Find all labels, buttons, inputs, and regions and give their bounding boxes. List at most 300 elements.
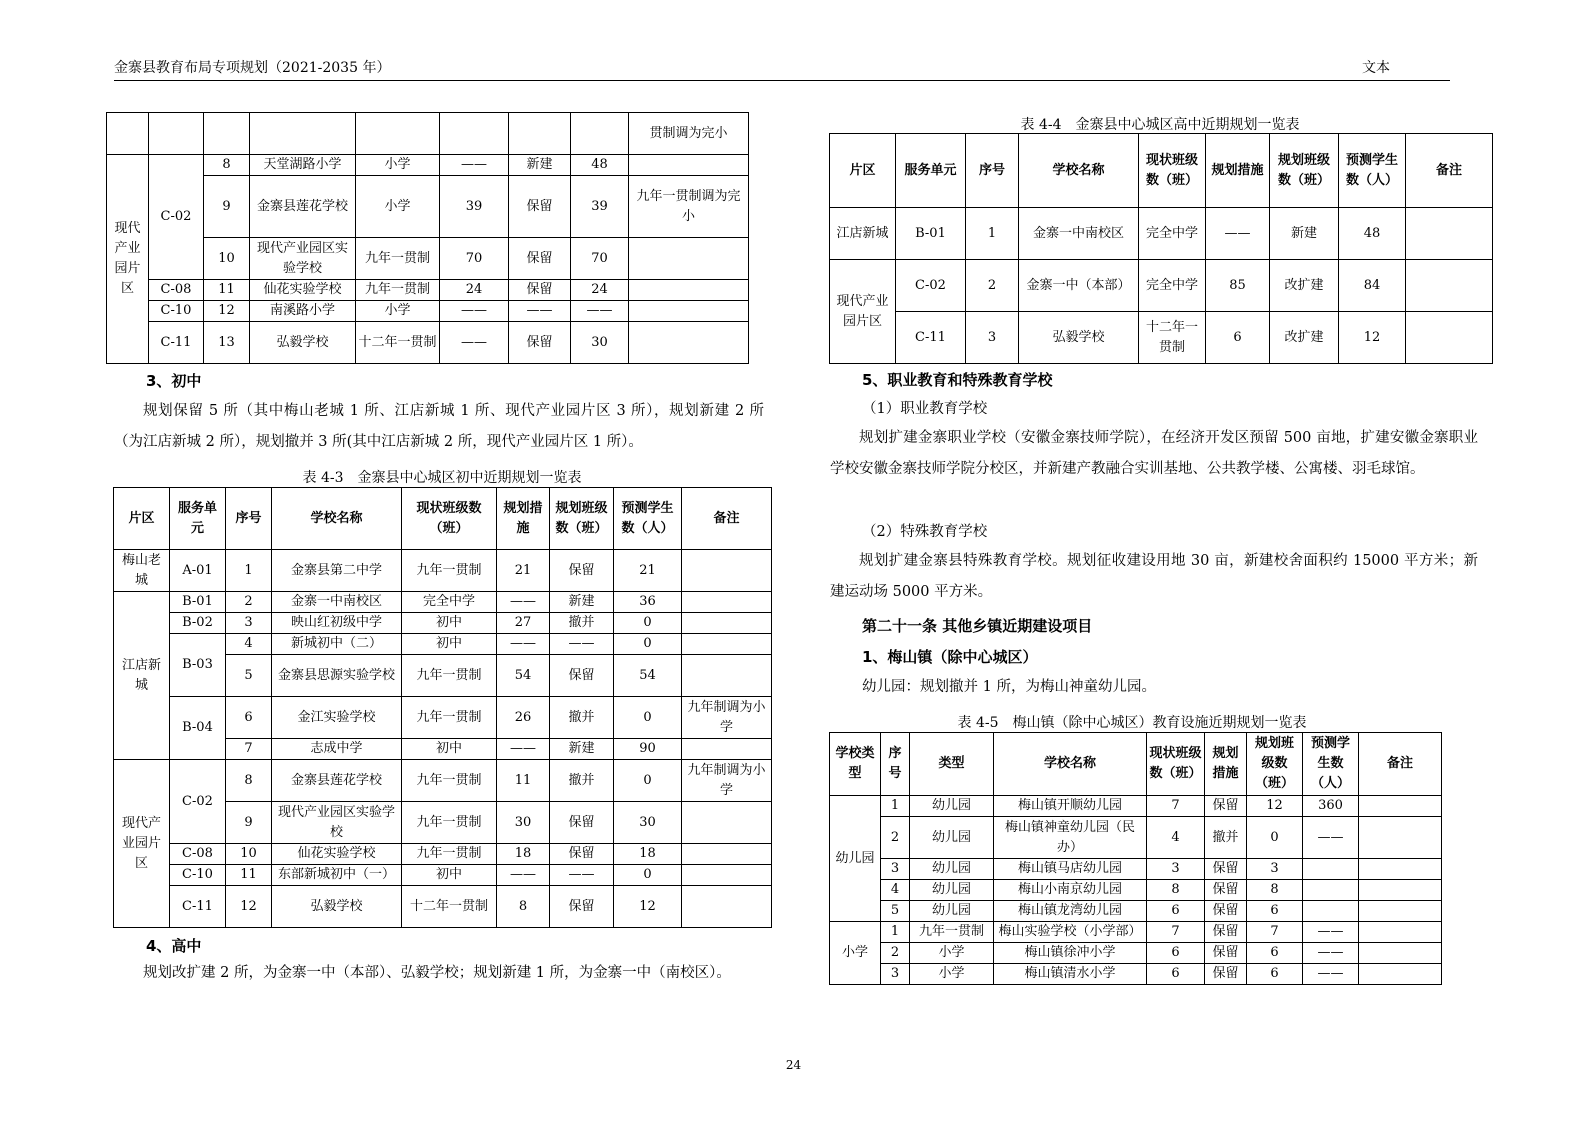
table-cell [571, 113, 629, 155]
table-cell: 撤并 [550, 613, 614, 634]
paragraph-senior-high: 规划改扩建 2 所，为金寨一中（本部）、弘毅学校；规划新建 1 所，为金寨一中（南校区）。 [143, 965, 731, 981]
table-cell: 九年一贯制 [402, 697, 497, 739]
table-cell: —— [1303, 817, 1359, 859]
table-cell: 幼儿园 [910, 859, 994, 880]
table-cell-unit: C-02 [149, 155, 204, 280]
table-cell: 0 [614, 613, 682, 634]
table-row [114, 634, 772, 655]
table-cell: 保留 [509, 280, 571, 301]
table-cell: 30 [571, 322, 629, 364]
article-heading-21: 第二十一条 其他乡镇近期建设项目 [862, 617, 1093, 635]
table-cell-district: 江店新城 [830, 208, 896, 260]
table-cell: 39 [440, 176, 509, 238]
table-header-row [830, 733, 1442, 796]
table-row [114, 697, 772, 739]
table-cell: 6 [1206, 312, 1270, 364]
table-cell: 70 [571, 238, 629, 280]
column-header: 片区 [114, 488, 170, 550]
table-cell: 九年一贯制 [910, 922, 994, 943]
table-row [114, 613, 772, 634]
table-cell [682, 865, 772, 886]
table-cell: 5 [881, 901, 910, 922]
table-cell: 84 [1339, 260, 1406, 312]
table-cell: C-08 [149, 280, 204, 301]
table-cell [629, 238, 749, 280]
table-cell: 8 [1147, 880, 1205, 901]
table-cell: 10 [204, 238, 250, 280]
table-header-row [830, 134, 1493, 208]
table-cell: 梅山镇徐冲小学 [994, 943, 1147, 964]
table-row [107, 155, 749, 176]
table-cell [682, 613, 772, 634]
table-cell: 改扩建 [1270, 260, 1339, 312]
table-cell: 金江实验学校 [272, 697, 402, 739]
table-cell: 完全中学 [1139, 260, 1206, 312]
table-cell: 9 [226, 802, 272, 844]
subheading-vocational-school: （1）职业教育学校 [862, 401, 988, 417]
section-heading-senior-high: 4、高中 [146, 937, 202, 955]
table-row [114, 865, 772, 886]
column-header: 片区 [830, 134, 896, 208]
column-header: 学校类型 [830, 733, 881, 796]
table-row [830, 901, 1442, 922]
table-primary-continued [106, 112, 749, 364]
table-cell: 26 [497, 697, 550, 739]
table-cell: 新城初中（二） [272, 634, 402, 655]
table-row [830, 943, 1442, 964]
table-cell: 东部新城初中（一） [272, 865, 402, 886]
running-header-label: 文本 [1362, 60, 1390, 76]
table-cell: C-02 [896, 260, 966, 312]
column-header: 序号 [881, 733, 910, 796]
table-row [830, 964, 1442, 985]
table-cell: 0 [614, 634, 682, 655]
table-cell: 九年一贯制 [402, 550, 497, 592]
table-cell: —— [440, 322, 509, 364]
table-cell: A-01 [170, 550, 226, 592]
section-heading-vocational: 5、职业教育和特殊教育学校 [862, 371, 1053, 389]
table-cell: 撤并 [550, 697, 614, 739]
table-cell: 保留 [550, 886, 614, 928]
table-cell: 12 [614, 886, 682, 928]
table-cell: 4 [881, 880, 910, 901]
table-cell: —— [497, 592, 550, 613]
table-cell: 保留 [1205, 901, 1247, 922]
table-cell: 30 [614, 802, 682, 844]
table-cell: 金寨县思源实验学校 [272, 655, 402, 697]
table-cell [1406, 208, 1493, 260]
table-cell: 85 [1206, 260, 1270, 312]
table-cell: 54 [497, 655, 550, 697]
table-cell: 完全中学 [402, 592, 497, 613]
table-cell: 7 [1147, 922, 1205, 943]
table-cell: 2 [966, 260, 1019, 312]
table-cell: 8 [497, 886, 550, 928]
table-cell: 保留 [1205, 796, 1247, 817]
column-header: 服务单元 [170, 488, 226, 550]
subheading-special-school: （2）特殊教育学校 [862, 524, 988, 540]
column-header: 学校名称 [1019, 134, 1139, 208]
table-cell: 新建 [509, 155, 571, 176]
table-cell: 2 [226, 592, 272, 613]
table-cell: 现代产业园区实验学校 [250, 238, 356, 280]
table-4-5 [829, 732, 1442, 985]
table-cell: —— [440, 155, 509, 176]
table-cell: —— [550, 634, 614, 655]
table-cell: 贯制调为完小 [629, 113, 749, 155]
table-cell [1303, 859, 1359, 880]
table-cell: 初中 [402, 613, 497, 634]
table-row [107, 301, 749, 322]
table-cell: 初中 [402, 739, 497, 760]
table-row [830, 922, 1442, 943]
table-row [114, 760, 772, 802]
table-row [107, 280, 749, 301]
column-header: 预测学生数（人） [1303, 733, 1359, 796]
table-4-4 [829, 133, 1493, 364]
table-cell: 天堂湖路小学 [250, 155, 356, 176]
table-cell: 6 [1247, 901, 1303, 922]
table-cell: 54 [614, 655, 682, 697]
table-cell: —— [497, 739, 550, 760]
table-cell: 九年一贯制 [402, 760, 497, 802]
table-cell: 金寨一中南校区 [1019, 208, 1139, 260]
table-cell-district: 现代产业园片区 [114, 760, 170, 928]
column-header: 预测学生数（人） [614, 488, 682, 550]
table-cell: 金寨县莲花学校 [272, 760, 402, 802]
table-cell: 初中 [402, 634, 497, 655]
table-cell: 3 [1247, 859, 1303, 880]
table-cell: 48 [571, 155, 629, 176]
table-cell [1359, 817, 1442, 859]
table-cell: 小学 [356, 176, 440, 238]
table-cell [629, 155, 749, 176]
table-row [830, 859, 1442, 880]
table-cell: 21 [614, 550, 682, 592]
table-cell: 仙花实验学校 [250, 280, 356, 301]
table-cell: 九年一贯制 [402, 802, 497, 844]
table-cell: 九年制调为小学 [682, 760, 772, 802]
table-cell: 7 [1247, 922, 1303, 943]
table-caption-4-5: 表 4-5 梅山镇（除中心城区）教育设施近期规划一览表 [957, 715, 1307, 731]
table-cell: 1 [966, 208, 1019, 260]
table-cell: 梅山镇马店幼儿园 [994, 859, 1147, 880]
table-cell: 梅山镇神童幼儿园（民办） [994, 817, 1147, 859]
table-cell: 九年一贯制 [356, 238, 440, 280]
table-cell: 7 [1147, 796, 1205, 817]
table-cell: 梅山小南京幼儿园 [994, 880, 1147, 901]
table-cell: 仙花实验学校 [272, 844, 402, 865]
table-row [830, 260, 1493, 312]
table-cell: —— [1303, 943, 1359, 964]
table-cell: 映山红初级中学 [272, 613, 402, 634]
table-cell: 3 [881, 964, 910, 985]
table-cell: 志成中学 [272, 739, 402, 760]
table-cell: 27 [497, 613, 550, 634]
table-cell: —— [550, 865, 614, 886]
table-cell: 小学 [910, 943, 994, 964]
table-cell: 10 [226, 844, 272, 865]
table-cell: 保留 [509, 322, 571, 364]
table-row [107, 176, 749, 238]
line-kindergarten-plan: 幼儿园：规划撤并 1 所，为梅山神童幼儿园。 [862, 679, 1156, 695]
table-cell: 保留 [1205, 859, 1247, 880]
table-cell: 8 [1247, 880, 1303, 901]
table-cell: —— [1303, 964, 1359, 985]
table-row [830, 796, 1442, 817]
table-cell: C-11 [896, 312, 966, 364]
table-cell: 金寨一中南校区 [272, 592, 402, 613]
table-cell: 梅山镇清水小学 [994, 964, 1147, 985]
table-cell: 3 [1147, 859, 1205, 880]
table-cell: 保留 [550, 844, 614, 865]
column-header: 规划班级数（班） [1270, 134, 1339, 208]
table-cell: 24 [571, 280, 629, 301]
table-cell: 撤并 [1205, 817, 1247, 859]
table-cell [356, 113, 440, 155]
table-cell [250, 113, 356, 155]
table-cell: 12 [204, 301, 250, 322]
table-cell: —— [509, 301, 571, 322]
column-header: 现状班级数（班） [402, 488, 497, 550]
table-4-3 [113, 487, 772, 928]
table-cell: 十二年一贯制 [402, 886, 497, 928]
table-cell: 36 [614, 592, 682, 613]
table-cell: 现代产业园区实验学校 [272, 802, 402, 844]
table-cell: 保留 [550, 655, 614, 697]
table-cell [1406, 260, 1493, 312]
table-caption-4-3: 表 4-3 金寨县中心城区初中近期规划一览表 [302, 470, 582, 486]
table-cell: C-11 [149, 322, 204, 364]
table-row [114, 886, 772, 928]
table-cell [682, 634, 772, 655]
table-cell: 6 [1147, 964, 1205, 985]
table-cell: 梅山实验学校（小学部） [994, 922, 1147, 943]
table-cell: 保留 [1205, 880, 1247, 901]
table-cell: 新建 [550, 739, 614, 760]
table-cell [1303, 880, 1359, 901]
table-cell: 九年制调为小学 [682, 697, 772, 739]
table-cell: 九年一贯制 [402, 844, 497, 865]
table-cell: 12 [1339, 312, 1406, 364]
paragraph-vocational: 规划扩建金寨职业学校（安徽金寨技师学院），在经济开发区预留 500 亩地，扩建安徽金寨职业学校安徽金寨技师学院分校区，并新建产教融合实训基地、公共教学楼、公寓楼、羽毛球馆。 [830, 430, 1478, 477]
table-cell: 幼儿园 [910, 817, 994, 859]
table-cell: 2 [881, 943, 910, 964]
table-cell: C-10 [149, 301, 204, 322]
table-cell [1359, 796, 1442, 817]
table-cell: 21 [497, 550, 550, 592]
table-cell: —— [440, 301, 509, 322]
table-cell: 5 [226, 655, 272, 697]
table-cell: 新建 [1270, 208, 1339, 260]
table-cell: 弘毅学校 [1019, 312, 1139, 364]
table-cell [440, 113, 509, 155]
table-header-row [114, 488, 772, 550]
table-cell [1359, 964, 1442, 985]
table-cell: 0 [1247, 817, 1303, 859]
table-cell: 金寨一中（本部） [1019, 260, 1139, 312]
table-cell: 48 [1339, 208, 1406, 260]
table-cell: 撤并 [550, 760, 614, 802]
table-cell: 1 [881, 922, 910, 943]
table-row [830, 817, 1442, 859]
table-cell: 南溪路小学 [250, 301, 356, 322]
table-cell: 11 [204, 280, 250, 301]
table-cell-district: 现代产业园片区 [830, 260, 896, 364]
table-cell [682, 550, 772, 592]
table-cell: 3 [966, 312, 1019, 364]
table-cell [682, 886, 772, 928]
table-cell: 小学 [910, 964, 994, 985]
column-header: 序号 [966, 134, 1019, 208]
subheading-meishan: 1、梅山镇（除中心城区） [862, 648, 1038, 666]
table-cell: 十二年一贯制 [1139, 312, 1206, 364]
section-heading-junior-high: 3、初中 [146, 372, 202, 390]
table-cell: 24 [440, 280, 509, 301]
table-cell: 12 [1247, 796, 1303, 817]
table-cell: —— [497, 865, 550, 886]
table-cell: —— [1303, 922, 1359, 943]
table-cell [149, 113, 204, 155]
column-header: 预测学生数（人） [1339, 134, 1406, 208]
table-cell: 0 [614, 865, 682, 886]
table-cell: 保留 [1205, 943, 1247, 964]
table-cell: B-02 [170, 613, 226, 634]
column-header: 规划措施 [497, 488, 550, 550]
table-cell: 12 [226, 886, 272, 928]
column-header: 现状班级数（班） [1147, 733, 1205, 796]
table-cell: 十二年一贯制 [356, 322, 440, 364]
column-header: 规划措施 [1206, 134, 1270, 208]
table-cell: 3 [881, 859, 910, 880]
table-cell: 6 [1247, 964, 1303, 985]
table-cell: 保留 [550, 802, 614, 844]
table-row [830, 208, 1493, 260]
table-cell: 1 [881, 796, 910, 817]
table-cell: 360 [1303, 796, 1359, 817]
table-cell: 梅山镇开顺幼儿园 [994, 796, 1147, 817]
column-header: 备注 [1359, 733, 1442, 796]
table-cell: 30 [497, 802, 550, 844]
table-cell: 幼儿园 [910, 880, 994, 901]
table-cell: 3 [226, 613, 272, 634]
table-cell: 6 [1147, 943, 1205, 964]
table-cell: 11 [497, 760, 550, 802]
table-cell-school-type: 小学 [830, 922, 881, 985]
table-cell [1359, 901, 1442, 922]
table-row [114, 550, 772, 592]
table-cell: 18 [614, 844, 682, 865]
table-cell: 幼儿园 [910, 796, 994, 817]
column-header: 现状班级数（班） [1139, 134, 1206, 208]
table-cell: 金寨县第二中学 [272, 550, 402, 592]
column-header: 规划班级数（班） [550, 488, 614, 550]
table-cell: 18 [497, 844, 550, 865]
column-header: 备注 [682, 488, 772, 550]
table-cell: 4 [226, 634, 272, 655]
table-cell-unit: B-04 [170, 697, 226, 760]
table-cell: 初中 [402, 865, 497, 886]
table-cell: 弘毅学校 [272, 886, 402, 928]
table-cell [682, 802, 772, 844]
table-cell-unit: C-02 [170, 760, 226, 844]
column-header: 学校名称 [272, 488, 402, 550]
table-cell [1359, 943, 1442, 964]
column-header: 规划班级数（班） [1247, 733, 1303, 796]
table-row [830, 312, 1493, 364]
column-header: 序号 [226, 488, 272, 550]
table-cell: 6 [226, 697, 272, 739]
table-cell: 7 [226, 739, 272, 760]
table-cell: 九年一贯制调为完小 [629, 176, 749, 238]
table-cell: 幼儿园 [910, 901, 994, 922]
table-cell: 39 [571, 176, 629, 238]
table-cell: 90 [614, 739, 682, 760]
table-cell: B-01 [896, 208, 966, 260]
page-number: 24 [785, 1058, 802, 1072]
table-cell: 6 [1247, 943, 1303, 964]
table-cell [629, 301, 749, 322]
column-header: 学校名称 [994, 733, 1147, 796]
table-cell: C-08 [170, 844, 226, 865]
column-header: 服务单元 [896, 134, 966, 208]
table-cell: 70 [440, 238, 509, 280]
table-cell [1359, 880, 1442, 901]
table-cell: 保留 [509, 176, 571, 238]
table-cell: C-10 [170, 865, 226, 886]
table-cell [629, 322, 749, 364]
table-cell: 九年一贯制 [402, 655, 497, 697]
table-cell [682, 592, 772, 613]
column-header: 规划措施 [1205, 733, 1247, 796]
table-cell: 金寨县莲花学校 [250, 176, 356, 238]
table-cell: C-11 [170, 886, 226, 928]
table-cell: 8 [204, 155, 250, 176]
table-cell: 保留 [1205, 922, 1247, 943]
table-cell: 保留 [550, 550, 614, 592]
table-cell [629, 280, 749, 301]
table-cell-district: 梅山老城 [114, 550, 170, 592]
table-cell-school-type: 幼儿园 [830, 796, 881, 922]
table-cell [682, 739, 772, 760]
table-cell [204, 113, 250, 155]
table-cell: 8 [226, 760, 272, 802]
column-header: 类型 [910, 733, 994, 796]
table-cell: 9 [204, 176, 250, 238]
paragraph-special: 规划扩建金寨县特殊教育学校。规划征收建设用地 30 亩，新建校舍面积约 15000 平方米；新建运动场 5000 平方米。 [830, 553, 1478, 600]
column-header: 备注 [1406, 134, 1493, 208]
table-cell-unit: B-03 [170, 634, 226, 697]
table-row [114, 592, 772, 613]
table-cell [509, 113, 571, 155]
table-cell: —— [571, 301, 629, 322]
table-cell: 保留 [1205, 964, 1247, 985]
table-row [107, 322, 749, 364]
header-rule [114, 80, 1450, 81]
table-row [107, 238, 749, 280]
table-row [114, 844, 772, 865]
table-row [830, 880, 1442, 901]
table-cell [107, 113, 149, 155]
table-cell: —— [497, 634, 550, 655]
table-cell: 6 [1147, 901, 1205, 922]
table-cell-district: 现代产业园片区 [107, 155, 149, 364]
table-cell [1359, 859, 1442, 880]
table-cell: 0 [614, 697, 682, 739]
table-row [107, 113, 749, 155]
table-cell [1303, 901, 1359, 922]
table-cell-district: 江店新城 [114, 592, 170, 760]
